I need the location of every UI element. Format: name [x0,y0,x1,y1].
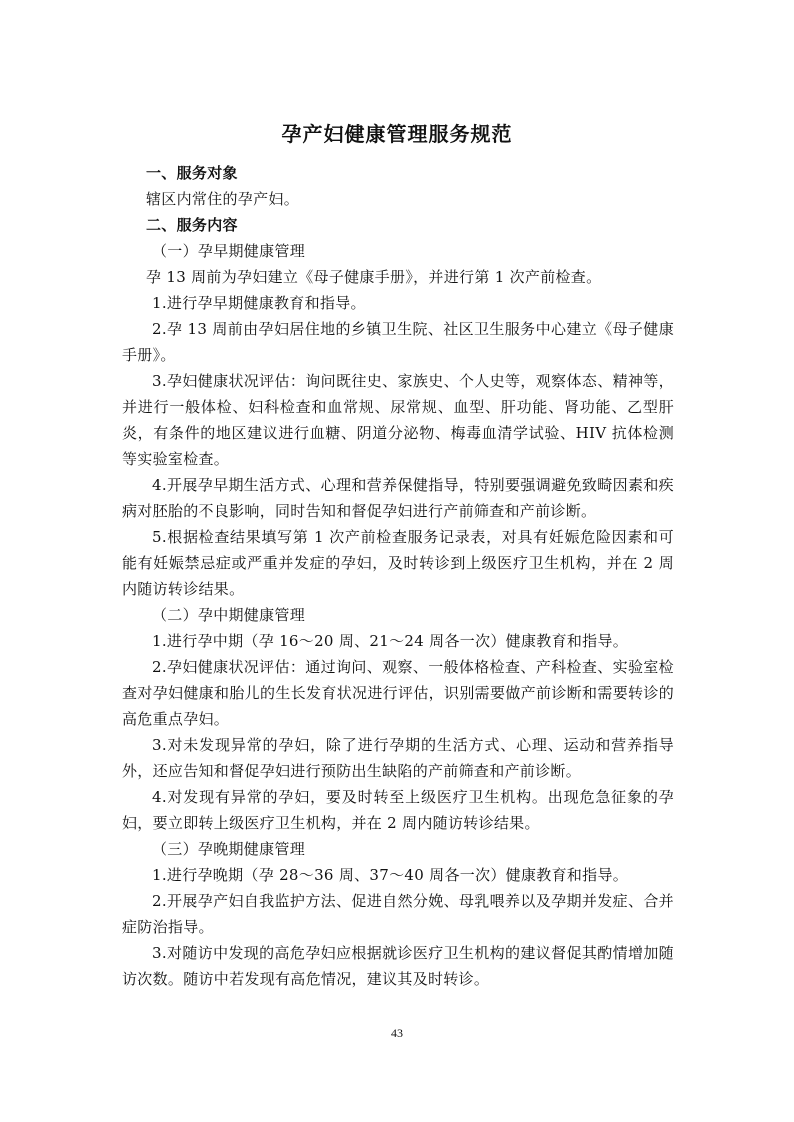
page-number: 43 [391,1026,403,1040]
list-item-middle-4: 4.对发现有异常的孕妇，要及时转至上级医疗卫生机构。出现危急征象的孕妇，要立即转上级医疗卫生机构，并在 2 周内随访转诊结果。 [122,788,674,832]
list-item-middle-3: 3.对未发现异常的孕妇，除了进行孕期的生活方式、心理、运动和营养指导外，还应告知和督促孕妇进行预防出生缺陷的产前筛查和产前诊断。 [122,736,674,780]
paragraph-early-intro: 孕 13 周前为孕妇建立《母子健康手册》，并进行第 1 次产前检查。 [146,268,602,286]
list-item-middle-2: 2.孕妇健康状况评估：通过询问、观察、一般体格检查、产科检查、实验室检查对孕妇健康和胎儿的生长发育状况进行评估，识别需要做产前诊断和需要转诊的高危重点孕妇。 [122,658,674,728]
subsection-heading-early: （一）孕早期健康管理 [152,242,306,260]
list-item-late-2: 2.开展孕产妇自我监护方法、促进自然分娩、母乳喂养以及孕期并发症、合并症防治指导。 [122,892,674,936]
list-item-early-1: 1.进行孕早期健康教育和指导。 [152,294,366,312]
list-item-early-4: 4.开展孕早期生活方式、心理和营养保健指导，特别要强调避免致畸因素和疾病对胚胎的不良影响，同时告知和督促孕妇进行产前筛查和产前诊断。 [122,476,674,520]
subsection-heading-middle: （二）孕中期健康管理 [152,606,306,624]
paragraph-service-target: 辖区内常住的孕产妇。 [146,190,300,208]
subsection-heading-late: （三）孕晚期健康管理 [152,840,306,858]
list-item-early-5: 5.根据检查结果填写第 1 次产前检查服务记录表，对具有妊娠危险因素和可能有妊娠禁忌症或严重并发症的孕妇，及时转诊到上级医疗卫生机构，并在 2 周内随访转诊结果。 [122,528,674,598]
list-item-early-2: 2.孕 13 周前由孕妇居住地的乡镇卫生院、社区卫生服务中心建立《母子健康手册》。 [122,320,674,364]
document-body [122,160,674,992]
section-heading-service-target: 一、服务对象 [146,164,238,182]
list-item-late-1: 1.进行孕晚期（孕 28～36 周、37～40 周各一次）健康教育和指导。 [152,866,629,884]
section-heading-service-content: 二、服务内容 [146,216,238,234]
list-item-late-3: 3.对随访中发现的高危孕妇应根据就诊医疗卫生机构的建议督促其酌情增加随访次数。随访中若发现有高危情况，建议其及时转诊。 [122,944,674,988]
list-item-middle-1: 1.进行孕中期（孕 16～20 周、21～24 周各一次）健康教育和指导。 [152,632,629,650]
list-item-early-3: 3.孕妇健康状况评估：询问既往史、家族史、个人史等，观察体态、精神等，并进行一般体检、妇科检查和血常规、尿常规、血型、肝功能、肾功能、乙型肝炎，有条件的地区建议进行血糖、阴道分泌物、梅毒血清学试验、HIV 抗体检测等实验室检查。 [122,372,674,468]
page-title: 孕产妇健康管理服务规范 [281,122,513,146]
